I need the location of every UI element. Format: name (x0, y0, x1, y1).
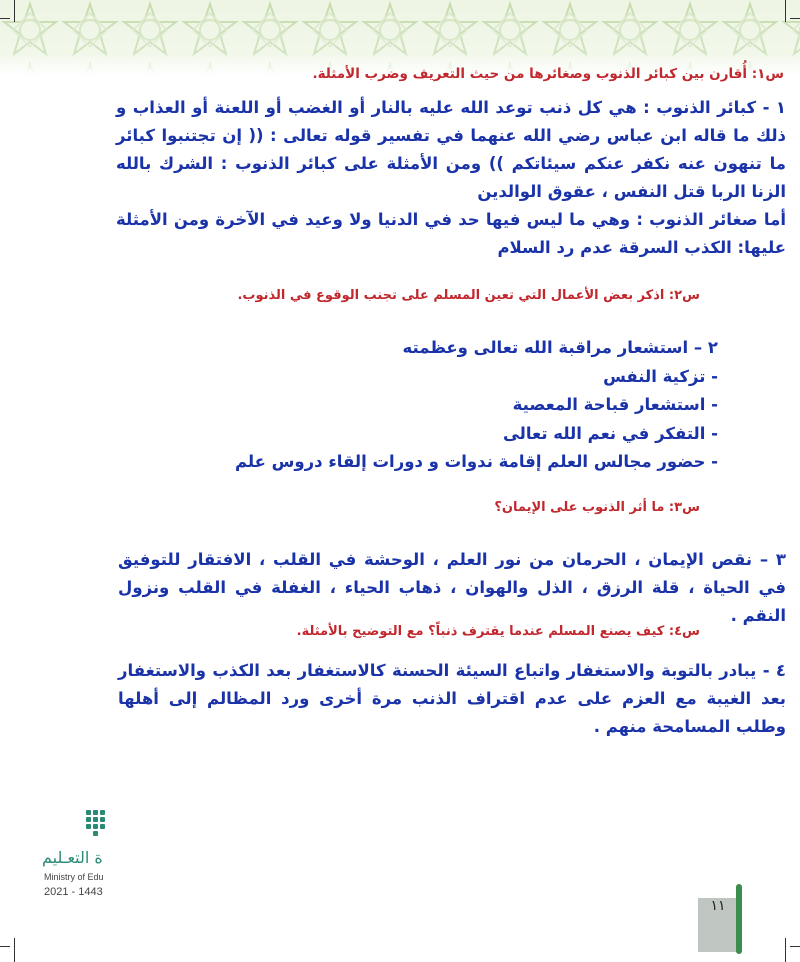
answer-1 (116, 94, 786, 262)
answer-3: ٣ – نقص الإيمان ، الحرمان من نور العلم ، الوحشة في القلب ، الافتقار للتوفيق في الحياة ، قلة الرزق ، الذل والهوان ، ذهاب الحياء ، الغفلة في القلب ونزول النقم . (118, 550, 786, 625)
list-item: - حضور مجالس العلم إقامة ندوات و دورات إلقاء دروس علم (234, 452, 718, 471)
ministry-name-arabic: ة التعـليم (42, 848, 103, 867)
answer-1-major-sins: ١ - كبائر الذنوب : هي كل ذنب توعد الله عليه بالنار أو الغضب أو اللعنة أو العذاب و ذلك ما قاله ابن عباس رضي الله عنهما في تفسير قوله تعالى : (( إن تجتنبوا كبائر ما تنهون عنه نكفر عنكم سيئاتكم )) ومن الأمثلة على كبائر الذنوب : الشرك بالله الزنا الربا قتل النفس ، عقوق الوالدين (116, 98, 786, 201)
list-item: - استشعار قباحة المعصية (512, 395, 718, 414)
logo-crop-mask (108, 800, 128, 910)
crop-mark (790, 18, 800, 19)
list-item: - تزكية النفس (603, 366, 718, 386)
page-accent-bar (736, 884, 742, 954)
question-4: س٤: كيف يصنع المسلم عندما يقترف ذنباً؟ مع التوضيح بالأمثلة. (296, 624, 700, 639)
question-3: س٣: ما أثر الذنوب على الإيمان؟ (494, 500, 700, 515)
page-number: ١١ (710, 898, 726, 914)
header-pattern (0, 0, 800, 75)
ministry-dots-icon (86, 810, 110, 836)
list-item: - التفكر في نعم الله تعالى (502, 423, 718, 443)
answer-4: ٤ - يبادر بالتوبة والاستغفار واتباع السيئة الحسنة كالاستغفار بعد الكذب والاستغفار بعد الغيبة مع العزم على عدم اقتراف الذنب مرة أخرى ورد المظالم إلى أهلها وطلب المسامحة منهم . (118, 661, 786, 736)
answer-2-list (235, 334, 718, 477)
question-2: س٢: اذكر بعض الأعمال التي تعين المسلم على تجنب الوقوع في الذنوب. (237, 288, 700, 303)
ministry-year: 2021 - 1443 (44, 886, 103, 898)
ministry-name-english: Ministry of Edu (44, 872, 104, 882)
crop-mark (14, 938, 15, 962)
crop-mark (0, 946, 10, 947)
crop-mark (14, 0, 15, 22)
answer-1-minor-sins: أما صغائر الذنوب : وهي ما ليس فيها حد في الدنيا ولا وعيد في الآخرة ومن الأمثلة عليها: الكذب السرقة عدم رد السلام (116, 210, 786, 257)
crop-mark (785, 0, 786, 22)
crop-mark (790, 946, 800, 947)
question-1: س١: أُقارن بين كبائر الذنوب وصغائرها من حيث التعريف وضرب الأمثلة. (312, 66, 784, 82)
list-item: ٢ – استشعار مراقبة الله تعالى وعظمته (402, 338, 718, 357)
islamic-pattern-icon (0, 0, 800, 75)
crop-mark (0, 18, 10, 19)
crop-mark (785, 938, 786, 962)
